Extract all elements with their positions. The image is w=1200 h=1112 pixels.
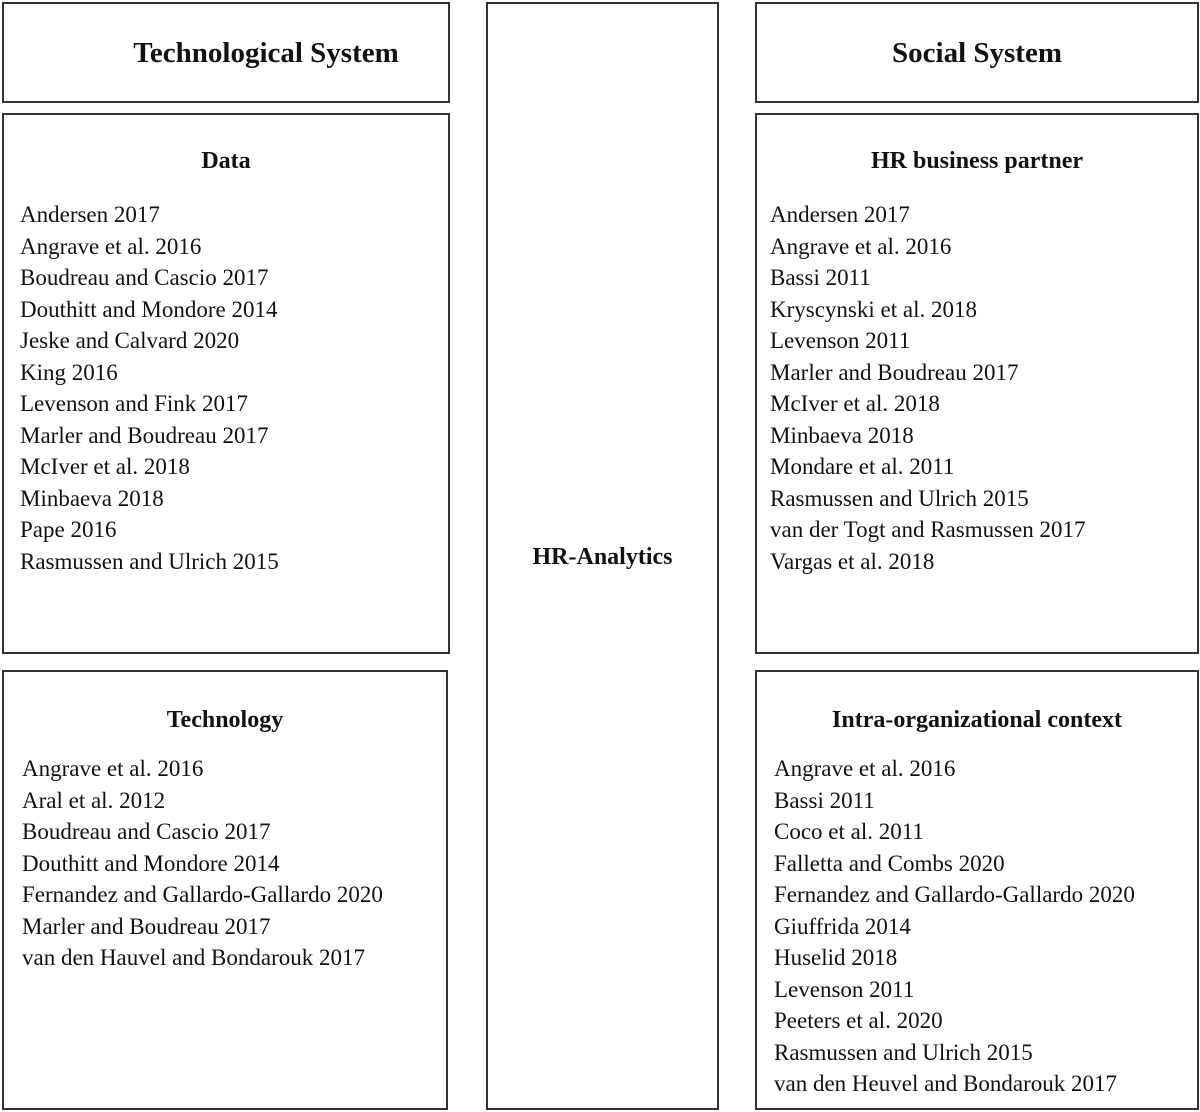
reference-item: Aral et al. 2012: [22, 787, 166, 813]
reference-item: Fernandez and Gallardo-Gallardo 2020: [774, 882, 1135, 907]
reference-item: van den Hauvel and Bondarouk 2017: [22, 945, 366, 970]
reference-item: Douthitt and Mondore 2014: [22, 850, 280, 876]
reference-item: Levenson and Fink 2017: [20, 391, 249, 416]
reference-item: Minbaeva 2018: [770, 422, 914, 448]
reference-item: Angrave et al. 2016: [774, 756, 956, 781]
reference-item: King 2016: [20, 359, 118, 385]
reference-item: Boudreau and Cascio 2017: [22, 819, 271, 844]
reference-item: Levenson 2011: [774, 976, 915, 1002]
reference-item: van der Togt and Rasmussen 2017: [770, 517, 1086, 542]
reference-item: Vargas et al. 2018: [770, 548, 935, 574]
intra-org-context-title: Intra-organizational context: [832, 707, 1122, 733]
reference-item: Bassi 2011: [774, 787, 875, 813]
reference-item: Marler and Boudreau 2017: [20, 422, 269, 448]
hr-business-partner-reference-list: [770, 199, 1085, 577]
reference-item: McIver et al. 2018: [770, 391, 940, 416]
reference-item: McIver et al. 2018: [20, 454, 190, 479]
reference-item: Angrave et al. 2016: [22, 756, 204, 781]
reference-item: Andersen 2017: [20, 202, 160, 227]
social-system-header: [755, 2, 1199, 103]
reference-item: Bassi 2011: [770, 265, 871, 290]
reference-item: Peeters et al. 2020: [774, 1008, 943, 1033]
data-title: Data: [201, 148, 251, 174]
reference-item: Rasmussen and Ulrich 2015: [774, 1039, 1033, 1065]
hr-business-partner-box: [755, 113, 1199, 654]
reference-item: Huselid 2018: [774, 945, 898, 970]
reference-item: Pape 2016: [20, 517, 117, 542]
hr-analytics-box: [486, 2, 719, 1110]
reference-item: Rasmussen and Ulrich 2015: [20, 548, 279, 574]
intra-org-context-box: [755, 670, 1199, 1110]
reference-item: Mondare et al. 2011: [770, 454, 955, 479]
data-box: [2, 113, 450, 654]
reference-item: Levenson 2011: [770, 328, 911, 353]
technology-title: Technology: [166, 707, 284, 733]
reference-item: Marler and Boudreau 2017: [770, 359, 1019, 385]
reference-item: Minbaeva 2018: [20, 485, 164, 511]
technology-reference-list: [22, 753, 383, 974]
reference-item: Marler and Boudreau 2017: [22, 913, 271, 939]
reference-item: van den Heuvel and Bondarouk 2017: [774, 1071, 1118, 1096]
reference-item: Jeske and Calvard 2020: [20, 328, 240, 353]
reference-item: Kryscynski et al. 2018: [770, 296, 977, 322]
reference-item: Giuffrida 2014: [774, 913, 911, 939]
reference-item: Angrave et al. 2016: [20, 233, 202, 259]
hr-analytics-title: HR-Analytics: [532, 544, 673, 570]
reference-item: Coco et al. 2011: [774, 819, 924, 844]
reference-item: Falletta and Combs 2020: [774, 850, 1005, 876]
reference-item: Angrave et al. 2016: [770, 233, 952, 259]
hr-business-partner-title: HR business partner: [870, 148, 1084, 174]
reference-item: Rasmussen and Ulrich 2015: [770, 485, 1029, 511]
reference-item: Douthitt and Mondore 2014: [20, 296, 278, 322]
data-reference-list: [20, 199, 279, 577]
reference-item: Boudreau and Cascio 2017: [20, 265, 269, 290]
reference-item: Fernandez and Gallardo-Gallardo 2020: [22, 882, 383, 907]
reference-item: Andersen 2017: [770, 202, 910, 227]
social-system-title: Social System: [892, 37, 1062, 69]
intra-org-context-reference-list: [774, 753, 1135, 1100]
technological-system-title: Technological System: [133, 37, 399, 69]
technological-system-header: [2, 2, 450, 103]
technology-box: [2, 670, 448, 1110]
